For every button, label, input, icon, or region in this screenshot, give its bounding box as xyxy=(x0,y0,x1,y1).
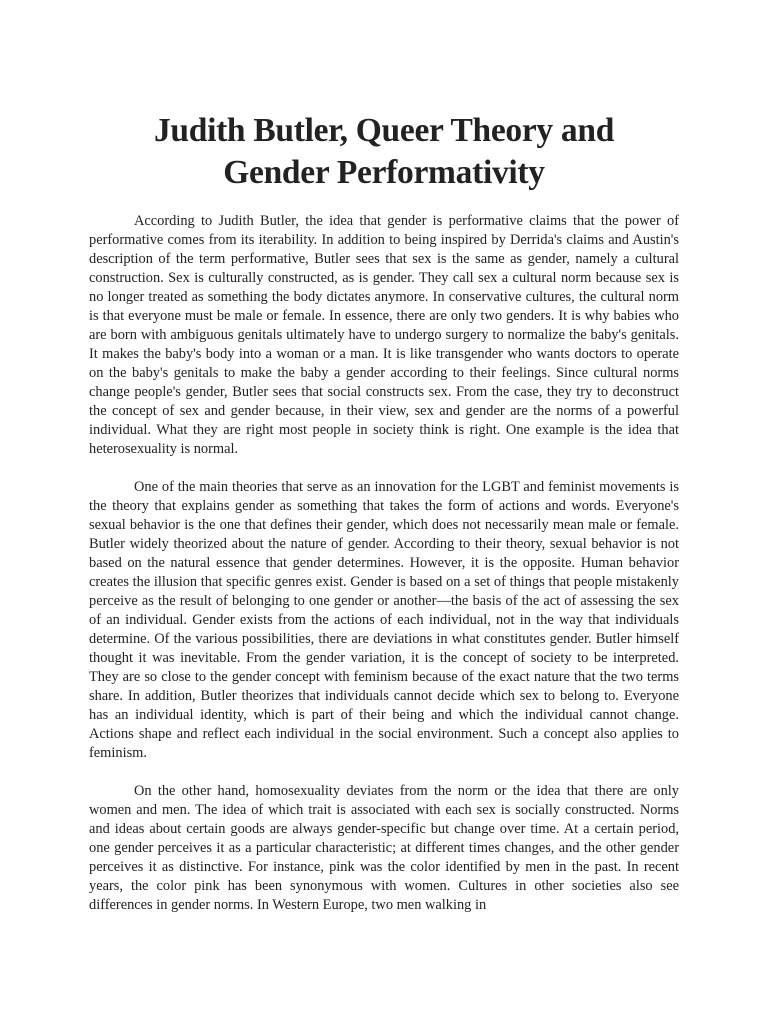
title-line-1: Judith Butler, Queer Theory and xyxy=(153,112,615,149)
document-title xyxy=(89,110,679,194)
paragraph-3: On the other hand, homosexuality deviates from the norm or the idea that there are only women and men. The idea of which trait is associated with each sex is socially constructed. Norms and ideas about certain goods are always gender-specific but change over time. At a certain period, one gender perceives it as a particular characteristic; at different times changes, and the other gender perceives it as distinctive. For instance, pink was the color identified by men in the past. In recent years, the color pink has been synonymous with women. Cultures in other societies also see differences in gender norms. In Western Europe, two men walking in xyxy=(89,783,679,913)
document-page xyxy=(89,110,679,934)
paragraph-1: According to Judith Butler, the idea that gender is performative claims that the power of performative comes from its iterability. In addition to being inspired by Derrida's claims and Austin's description of the term performative, Butler sees that sex is the same as gender, namely a cultural construction. Sex is culturally constructed, as is gender. They call sex a cultural norm because sex is no longer treated as something the body dictates anymore. In conservative cultures, the cultural norm is that everyone must be male or female. In essence, there are only two genders. It is why babies who are born with ambiguous genitals ultimately have to undergo surgery to normalize the baby's genitals. It makes the baby's body into a woman or a man. It is like transgender who wants doctors to operate on the baby's genitals to make the baby a gender according to their feelings. Since cultural norms change people's gender, Butler sees that social constructs sex. From the case, they try to deconstruct the concept of sex and gender because, in their view, sex and gender are the norms of a powerful individual. What they are right most people in society think is right. One example is the idea that heterosexuality is normal. xyxy=(89,213,679,457)
paragraph-2: One of the main theories that serve as an innovation for the LGBT and feminist movements is the theory that explains gender as something that takes the form of actions and words. Everyone's sexual behavior is the one that defines their gender, which does not necessarily mean male or female. Butler widely theorized about the nature of gender. According to their theory, sexual behavior is not based on the natural essence that gender determines. However, it is the opposite. Human behavior creates the illusion that specific genres exist. Gender is based on a set of things that people mistakenly perceive as the result of belonging to one gender or another—the basis of the act of assessing the sex of an individual. Gender exists from the actions of each individual, not in the way that individuals determine. Of the various possibilities, there are deviations in what constitutes gender. Butler himself thought it was inevitable. From the gender variation, it is the concept of society to be interpreted. They are so close to the gender concept with feminism because of the exact nature that the two terms share. In addition, Butler theorizes that individuals cannot decide which sex to belong to. Everyone has an individual identity, which is part of their being and which the individual cannot change. Actions shape and reflect each individual in the social environment. Such a concept also applies to feminism. xyxy=(89,479,679,761)
title-line-2: Gender Performativity xyxy=(223,154,545,191)
